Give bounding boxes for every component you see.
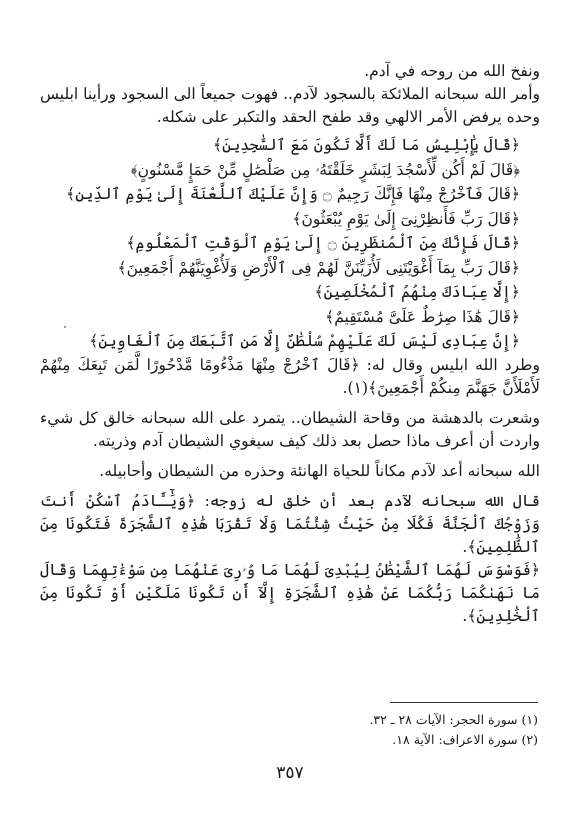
verse: ﴿قَالَ يَٰإِبْلِيسُ مَا لَكَ أَلَّا تَكُونَ مَعَ ٱلسَّٰجِدِينَ﴾	[213, 136, 520, 154]
paragraph: ونفخ الله من روحه في آدم.	[364, 62, 540, 80]
paragraph: وطرد الله ابليس وقال له: ﴿قَالَ ٱخْرُجْ مِنْهَا مَذْءُومًا مَّدْحُورًا لَّمَن تَبِعَكَ مِنْهُمْ لَأَمْلَأَنَّ جَهَنَّمَ مِنكُمْ أَجْمَعِينَ﴾(١).	[40, 355, 540, 397]
verse: ﴿إِلَّا عِبَادَكَ مِنْهُمُ ٱلْمُخْلَصِينَ﴾	[314, 283, 520, 301]
verse: ﴿قَالَ هَٰذَا صِرَٰطٌ عَلَىَّ مُسْتَقِيمٌ﴾	[325, 307, 520, 326]
ink-dot	[64, 326, 66, 328]
footnote: (١) سورة الحجر: الآيات ٢٨ ـ ٣٢.	[369, 712, 538, 727]
footnotes	[40, 710, 538, 750]
paragraph: وشعرت بالدهشة من وقاحة الشيطان.. يتمرد على الله سبحانه خالق كل شيء واردت أن أعرف ماذا حصل بعد ذلك كيف سيغوي الشيطان آدم وذريته.	[40, 408, 540, 450]
page-number: ٣٥٧	[276, 763, 304, 783]
paragraph: الله سبحانه أعد لآدم مكاناً للحياة الهانئة وحذره من الشيطان وأحابيله.	[99, 461, 540, 480]
verse: ﴿إِنَّ عِبَادِى لَيْسَ لَكَ عَلَيْهِمْ سُلْطَٰنٌ إِلَّا مَنِ ٱتَّبَعَكَ مِنَ ٱلْغَاوِينَ﴾	[89, 332, 520, 350]
verse: ﴿قَالَ فَإِنَّكَ مِنَ ٱلْمُنظَرِينَ ۝ إِلَىٰ يَوْمِ ٱلْوَقْتِ ٱلْمَعْلُومِ﴾	[126, 234, 520, 252]
verse-list	[40, 133, 540, 354]
paragraph: ﴿فَوَسْوَسَ لَهُمَا ٱلشَّيْطَٰنُ لِيُبْدِىَ لَهُمَا مَا وُۥرِىَ عَنْهُمَا مِن سَوْءَٰتِهِمَا وَقَالَ مَا نَهَىٰكُمَا رَبُّكُمَا عَنْ هَٰذِهِ ٱلشَّجَرَةِ إِلَّآ أَن تَكُونَا مَلَكَيْنِ أَوْ تَكُونَا مِنَ ٱلْخَٰلِدِينَ﴾.	[40, 560, 540, 625]
paragraph: وأمر الله سبحانه الملائكة بالسجود لآدم.. فهوت جميعاً الى السجود ورأينا ابليس وحده يرفض الأمر الالهي وقد طفح الحقد والتكبر على شكله.	[40, 85, 540, 126]
body-text	[40, 60, 540, 628]
paragraph: قال الله سبحانه لآدم بعد أن خلق له زوجه: ﴿وَيَٰٓـَٔادَمُ ٱسْكُنْ أَنتَ وَزَوْجُكَ ٱلْجَنَّةَ فَكُلَا مِنْ حَيْثُ شِئْتُمَا وَلَا تَقْرَبَا هَٰذِهِ ٱلشَّجَرَةَ فَتَكُونَا مِنَ ٱلظَّٰلِمِينَ﴾.	[40, 491, 540, 556]
verse: ﴿قَالَ لَمْ أَكُن لِّأَسْجُدَ لِبَشَرٍ خَلَقْتَهُۥ مِن صَلْصَٰلٍ مِّنْ حَمَإٍ مَّسْنُونٍ﴾	[130, 160, 520, 179]
verse: ﴿قَالَ رَبِّ بِمَآ أَغْوَيْتَنِى لَأُزَيِّنَنَّ لَهُمْ فِى ٱلْأَرْضِ وَلَأُغْوِيَنَّهُمْ أَجْمَعِينَ﴾	[117, 258, 520, 277]
footnote: (٢) سورة الاعراف: الآية ١٨.	[392, 732, 538, 747]
footnote-divider	[390, 702, 538, 703]
verse: ﴿قَالَ رَبِّ فَأَنظِرْنِىٓ إِلَىٰ يَوْمِ يُبْعَثُونَ﴾	[292, 209, 520, 228]
verse: ﴿قَالَ فَٱخْرُجْ مِنْهَا فَإِنَّكَ رَجِيمٌ ۝ وَإِنَّ عَلَيْكَ ٱللَّعْنَةَ إِلَىٰ يَوْمِ ٱلدِّينِ﴾	[66, 185, 520, 203]
